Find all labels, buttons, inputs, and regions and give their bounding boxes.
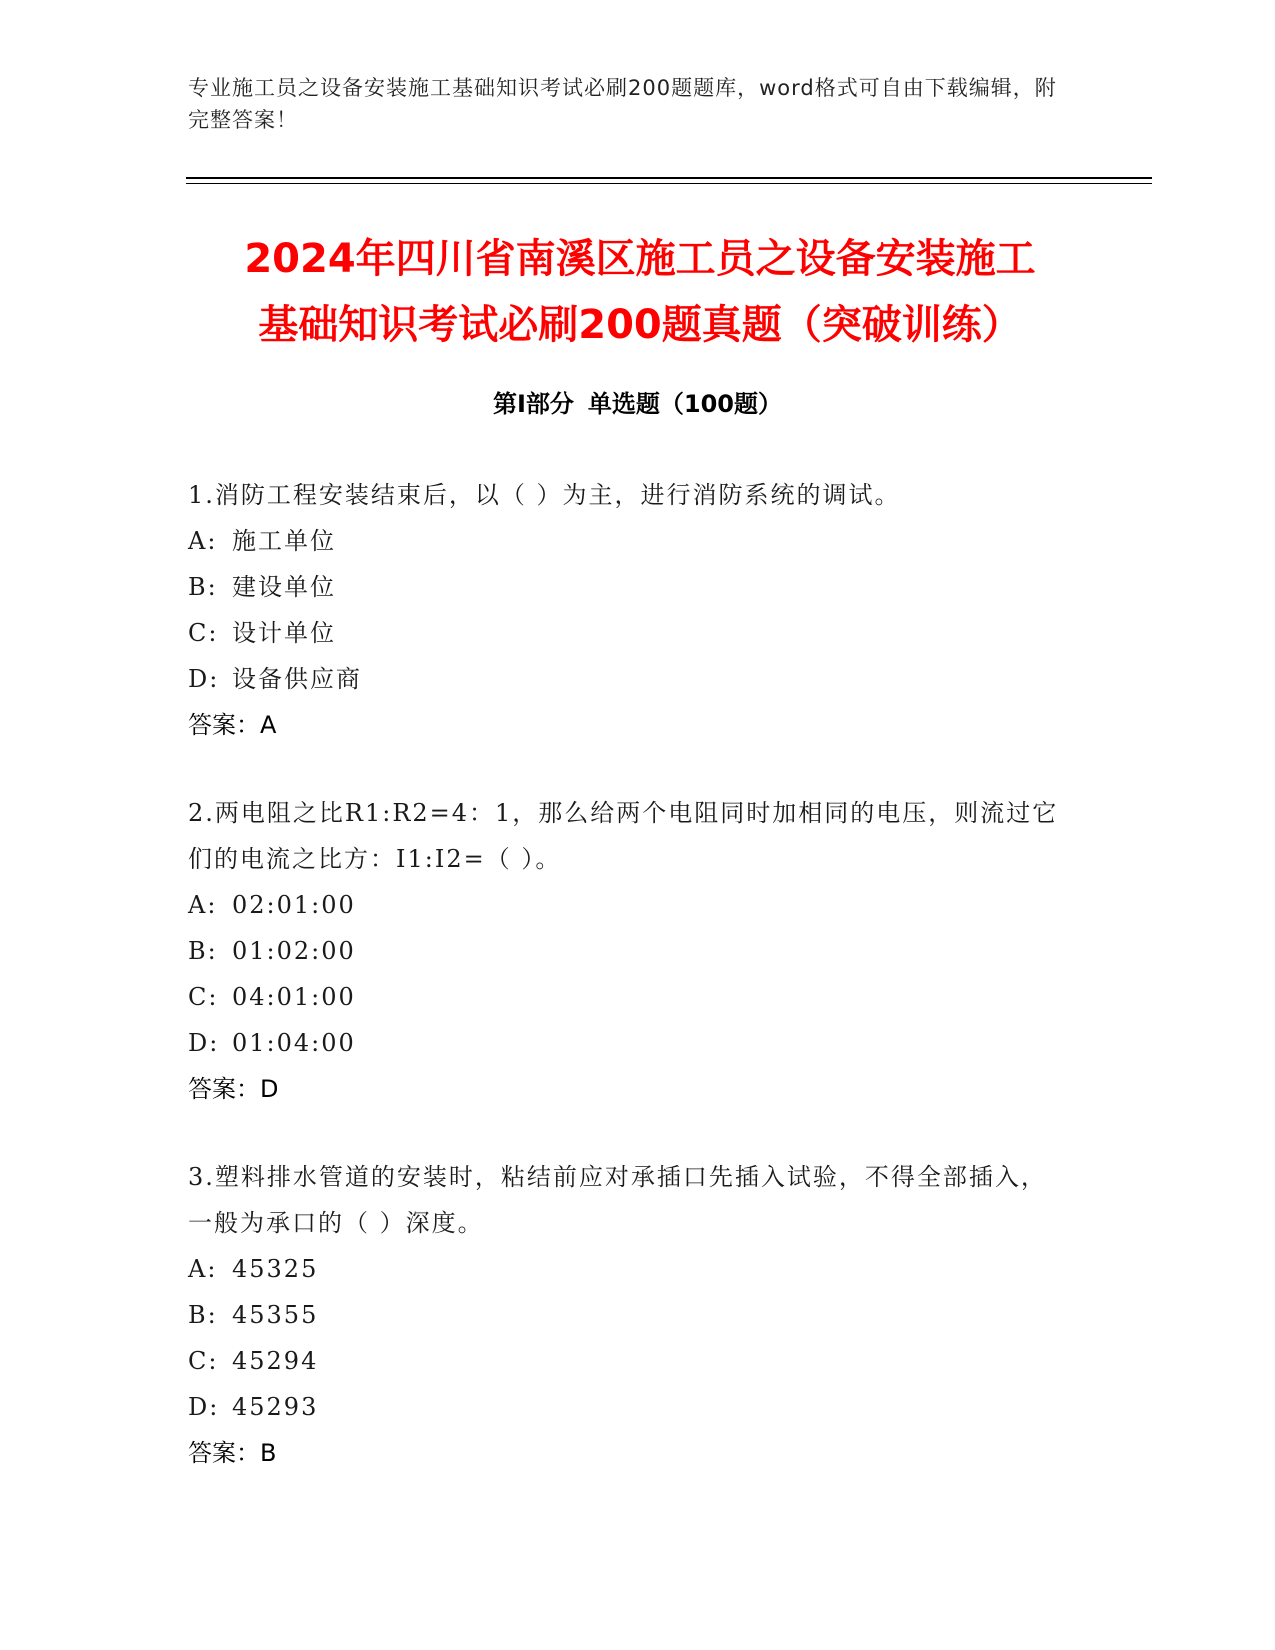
option-key: D: [188,1393,220,1421]
option-key: A: [188,527,218,555]
header-divider-thin [186,183,1152,184]
option-c [188,610,1068,656]
option-key: C: [188,1347,219,1375]
option-text: 45325 [232,1255,319,1283]
option-text: 设备供应商 [232,665,362,693]
option-d [188,1384,1068,1430]
option-d [188,656,1068,702]
option-c [188,1338,1068,1384]
question-stem: 3.塑料排水管道的安装时，粘结前应对承插口先插入试验，不得全部插入，一般为承口的（ ）深度。 [188,1163,1047,1237]
question-3 [188,1154,1068,1476]
option-text: 04:01:00 [232,983,356,1011]
option-text: 01:04:00 [232,1029,356,1057]
title-line-2: 基础知识考试必刷200题真题（突破训练） [258,302,1022,348]
option-d [188,1020,1068,1066]
option-a [188,518,1068,564]
question-stem: 1.消防工程安装结束后，以（ ）为主，进行消防系统的调试。 [188,481,901,509]
option-key: C: [188,619,219,647]
option-c [188,974,1068,1020]
option-key: C: [188,983,219,1011]
option-text: 45293 [232,1393,319,1421]
option-key: A: [188,891,218,919]
title-line-1: 2024年四川省南溪区施工员之设备安装施工 [244,236,1036,282]
option-a [188,1246,1068,1292]
option-key: D: [188,1029,220,1057]
header-note: 专业施工员之设备安装施工基础知识考试必刷200题题库，word格式可自由下载编辑，附完整答案！ [188,76,1057,132]
option-key: B: [188,573,218,601]
header-divider-thick [186,177,1152,179]
option-key: B: [188,1301,218,1329]
option-text: 01:02:00 [232,937,356,965]
section-heading [0,387,1275,421]
option-b [188,928,1068,974]
option-b [188,564,1068,610]
option-b [188,1292,1068,1338]
option-text: 02:01:00 [232,891,356,919]
option-text: 建设单位 [232,573,336,601]
option-text: 45294 [232,1347,319,1375]
answer: 答案：B [188,1439,277,1467]
option-text: 设计单位 [232,619,336,647]
question-2 [188,790,1068,1112]
option-key: B: [188,937,218,965]
option-text: 45355 [232,1301,319,1329]
section-name: 单选题（100题） [587,390,783,418]
question-stem: 2.两电阻之比R1:R2=4：1，那么给两个电阻同时加相同的电压，则流过它们的电流之比方：I1:I2=（ ）。 [188,799,1059,873]
question-1 [188,472,1068,748]
option-key: A: [188,1255,218,1283]
option-text: 施工单位 [232,527,336,555]
document-title [160,226,1120,358]
option-a [188,882,1068,928]
option-key: D: [188,665,220,693]
section-part: 第Ⅰ部分 [492,390,574,418]
answer: 答案：A [188,711,277,739]
answer: 答案：D [188,1075,279,1103]
